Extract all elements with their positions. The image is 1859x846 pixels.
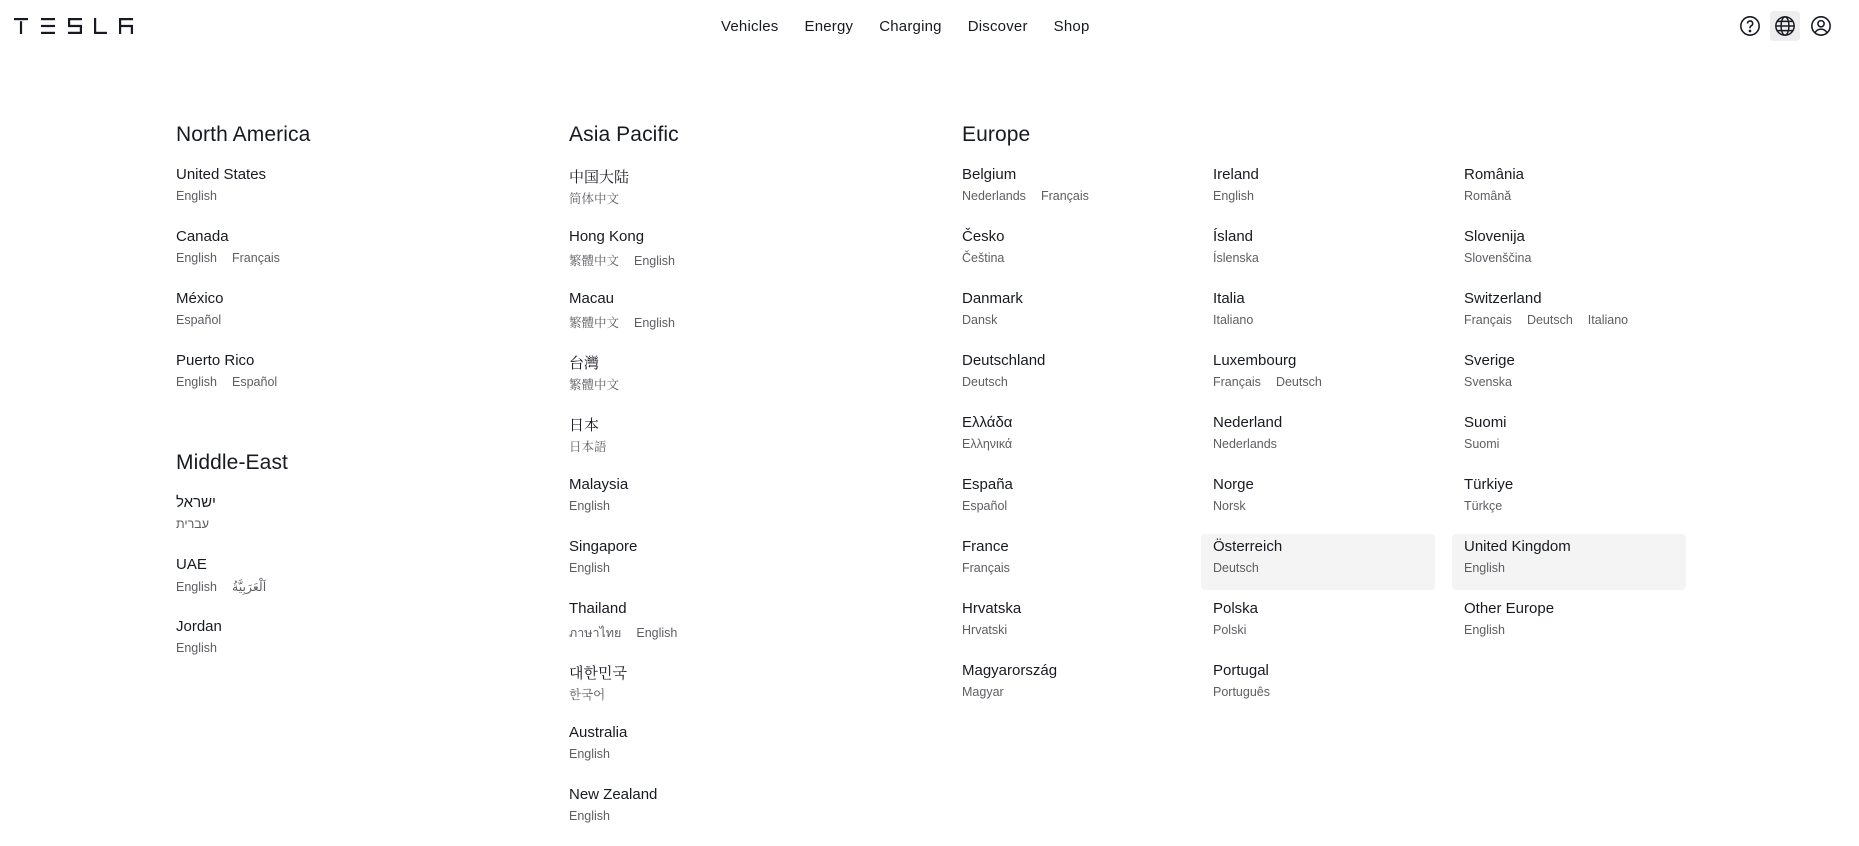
country-item-luxembourg[interactable] (1213, 348, 1447, 404)
language-list (176, 313, 236, 327)
country-name: Canada (176, 228, 229, 245)
language-link[interactable]: Español (176, 313, 222, 327)
language-list (1213, 189, 1269, 203)
language-button[interactable] (1770, 11, 1800, 41)
language-link[interactable]: Čeština (962, 251, 1005, 265)
country-name: Ísland (1213, 228, 1254, 245)
language-list (962, 685, 1019, 699)
country-item-danmark[interactable] (962, 286, 1196, 342)
country-item-magyarorszag[interactable] (962, 658, 1196, 714)
country-name: ישראל (176, 494, 216, 511)
country-name: Nederland (1213, 414, 1283, 431)
language-link[interactable]: Hrvatski (962, 623, 1008, 637)
account-button[interactable] (1806, 11, 1836, 41)
language-link[interactable]: 繁體中文 (569, 378, 620, 392)
country-item-cesko[interactable] (962, 224, 1196, 280)
language-link[interactable]: English (1213, 189, 1254, 203)
language-list (962, 499, 1022, 513)
country-name: Norge (1213, 476, 1254, 493)
language-link[interactable]: Slovenščina (1464, 251, 1532, 265)
language-link[interactable]: Français (1213, 375, 1261, 389)
language-link[interactable]: Svenska (1464, 375, 1512, 389)
language-link[interactable]: Deutsch (962, 375, 1008, 389)
country-item-singapore[interactable] (569, 534, 803, 590)
country-name: Australia (569, 724, 628, 741)
help-button[interactable] (1735, 11, 1765, 41)
language-list (176, 251, 295, 265)
language-list (569, 313, 690, 331)
country-name: Belgium (962, 166, 1017, 183)
language-link[interactable]: Français (962, 561, 1010, 575)
language-list (569, 685, 620, 703)
nav-energy[interactable]: Energy (804, 18, 854, 35)
country-name: Portugal (1213, 662, 1269, 679)
country-name: Thailand (569, 600, 627, 617)
country-item-slovenija[interactable] (1464, 224, 1698, 280)
language-link[interactable]: Español (232, 375, 278, 389)
country-item-hrvatska[interactable] (962, 596, 1196, 652)
language-link[interactable]: 简体中文 (569, 192, 620, 206)
language-list (569, 251, 690, 269)
nav-charging[interactable]: Charging (879, 18, 942, 35)
country-name: New Zealand (569, 786, 658, 803)
language-list (1213, 375, 1337, 389)
language-list (569, 499, 625, 513)
region-title-north-america: North America (176, 123, 311, 146)
language-link[interactable]: Norsk (1213, 499, 1246, 513)
language-list (1213, 313, 1268, 327)
language-list (176, 641, 232, 655)
country-item-uae[interactable] (176, 552, 410, 608)
country-name: Luxembourg (1213, 352, 1297, 369)
language-link[interactable]: עברית (176, 517, 210, 531)
country-item-switzerland[interactable] (1464, 286, 1698, 342)
language-list (1464, 437, 1514, 451)
language-list (176, 579, 281, 594)
language-link[interactable]: Nederlands (962, 189, 1026, 203)
nav-vehicles[interactable]: Vehicles (721, 18, 779, 35)
main-nav (708, 14, 1103, 39)
country-item-country[interactable] (569, 162, 803, 218)
country-name: Magyarország (962, 662, 1058, 679)
language-link[interactable]: English (636, 626, 678, 640)
language-link[interactable]: Italiano (1587, 313, 1629, 327)
language-link[interactable]: English (1464, 623, 1505, 637)
language-link[interactable]: English (634, 254, 676, 268)
language-link[interactable]: English (569, 747, 610, 761)
country-item-country[interactable] (569, 410, 803, 466)
country-name: Ελλάδα (962, 414, 1013, 431)
language-list (1464, 499, 1517, 513)
language-list (962, 375, 1023, 389)
country-item-espana[interactable] (962, 472, 1196, 528)
region-title-asia-pacific: Asia Pacific (569, 123, 679, 146)
language-link[interactable]: Suomi (1464, 437, 1500, 451)
language-link[interactable]: Deutsch (1526, 313, 1573, 327)
country-item-norge[interactable] (1213, 472, 1447, 528)
language-list (569, 561, 625, 575)
country-name: Deutschland (962, 352, 1046, 369)
language-link[interactable]: اَلْعَرَبِيَّةُ (232, 580, 267, 594)
language-link[interactable]: Português (1213, 685, 1270, 699)
help-icon (1739, 15, 1761, 37)
language-list (1213, 251, 1274, 265)
country-name: Other Europe (1464, 600, 1555, 617)
language-link[interactable]: Deutsch (1275, 375, 1322, 389)
country-item-italia[interactable] (1213, 286, 1447, 342)
language-link[interactable]: English (176, 375, 217, 389)
language-list (1213, 623, 1261, 637)
country-item-turkiye[interactable] (1464, 472, 1698, 528)
language-list (962, 251, 1019, 265)
language-list (1464, 189, 1526, 203)
globe-icon (1774, 15, 1796, 37)
country-name: 대한민국 (569, 665, 627, 682)
country-name: 台灣 (569, 355, 600, 372)
country-name: Italia (1213, 290, 1245, 307)
language-link[interactable]: Italiano (1213, 313, 1254, 327)
country-name: România (1464, 166, 1525, 183)
country-name: Sverige (1464, 352, 1515, 369)
country-item-belgium[interactable] (962, 162, 1196, 218)
country-name: Ireland (1213, 166, 1259, 183)
language-list (962, 437, 1027, 451)
country-item-puerto-rico[interactable] (176, 348, 410, 404)
language-link[interactable]: English (176, 251, 217, 265)
country-item-country[interactable] (962, 410, 1196, 466)
language-link[interactable]: Polski (1213, 623, 1247, 637)
language-list (1213, 499, 1261, 513)
country-item-france[interactable] (962, 534, 1196, 590)
country-item-canada[interactable] (176, 224, 410, 280)
country-name: Česko (962, 228, 1005, 245)
country-item-suomi[interactable] (1464, 410, 1698, 466)
country-item-other-europe[interactable] (1464, 596, 1698, 652)
language-link[interactable]: Français (1040, 189, 1089, 203)
language-list (569, 375, 634, 393)
language-link[interactable]: Ελληνικά (962, 437, 1013, 451)
language-list (569, 623, 692, 643)
country-name: Österreich (1213, 538, 1283, 555)
language-list (569, 809, 625, 823)
language-list (569, 437, 622, 455)
language-link[interactable]: English (176, 189, 217, 203)
language-link[interactable]: Türkçe (1464, 499, 1503, 513)
country-name: Singapore (569, 538, 638, 555)
country-name: France (962, 538, 1009, 555)
country-name: UAE (176, 556, 207, 573)
country-name: México (176, 290, 224, 307)
language-list (1213, 685, 1285, 699)
language-link[interactable]: ภาษาไทย (569, 626, 622, 640)
country-item-hong-kong[interactable] (569, 224, 803, 280)
nav-discover[interactable]: Discover (967, 18, 1028, 35)
country-name: Jordan (176, 618, 222, 635)
language-list (176, 517, 224, 531)
country-item-mexico[interactable] (176, 286, 410, 342)
country-item-new-zealand[interactable] (569, 782, 803, 838)
country-item-country[interactable] (569, 658, 803, 714)
country-item-ireland[interactable] (1213, 162, 1447, 218)
country-name: Türkiye (1464, 476, 1514, 493)
country-name: United Kingdom (1464, 538, 1571, 555)
country-item-romania[interactable] (1464, 162, 1698, 218)
language-list (962, 623, 1022, 637)
country-name: Macau (569, 290, 615, 307)
country-item-island[interactable] (1213, 224, 1447, 280)
language-link[interactable]: Nederlands (1213, 437, 1277, 451)
language-list (1213, 561, 1274, 575)
tesla-logo[interactable] (14, 18, 134, 34)
country-item-deutschland[interactable] (962, 348, 1196, 404)
language-link[interactable]: English (1464, 561, 1505, 575)
language-link[interactable]: Français (1464, 313, 1512, 327)
language-list (176, 189, 232, 203)
language-link[interactable]: English (176, 580, 217, 594)
language-list (1213, 437, 1292, 451)
language-list (569, 747, 625, 761)
language-list (962, 313, 1012, 327)
language-list (569, 189, 634, 207)
country-name: Hong Kong (569, 228, 645, 245)
language-link[interactable]: 繁體中文 (569, 316, 620, 330)
country-item-country[interactable] (176, 490, 410, 546)
language-link[interactable]: Íslenska (1213, 251, 1259, 265)
country-item-portugal[interactable] (1213, 658, 1447, 714)
country-item-united-states[interactable] (176, 162, 410, 218)
language-list (1464, 251, 1546, 265)
language-list (176, 375, 292, 389)
country-item-macau[interactable] (569, 286, 803, 342)
language-list (962, 189, 1104, 203)
country-item-sverige[interactable] (1464, 348, 1698, 404)
region-title-middle-east: Middle-East (176, 451, 288, 474)
language-link[interactable]: Español (962, 499, 1008, 513)
language-list (962, 561, 1025, 575)
nav-shop[interactable]: Shop (1053, 18, 1090, 35)
language-link[interactable]: Română (1464, 189, 1512, 203)
language-link[interactable]: 한국어 (569, 688, 606, 702)
language-link[interactable]: 繁體中文 (569, 254, 620, 268)
language-link[interactable]: Dansk (962, 313, 998, 327)
country-name: Switzerland (1464, 290, 1542, 307)
country-name: Hrvatska (962, 600, 1022, 617)
language-link[interactable]: English (569, 499, 610, 513)
language-link[interactable]: English (569, 809, 610, 823)
language-link[interactable]: English (176, 641, 217, 655)
country-name: España (962, 476, 1013, 493)
language-link[interactable]: English (569, 561, 610, 575)
country-name: 日本 (569, 417, 600, 434)
country-item-osterreich[interactable] (1201, 534, 1435, 590)
country-item-country[interactable] (569, 348, 803, 404)
language-link[interactable]: Français (232, 251, 280, 265)
country-name: Slovenija (1464, 228, 1525, 245)
language-list (1464, 561, 1520, 575)
language-link[interactable]: English (634, 316, 676, 330)
country-item-polska[interactable] (1213, 596, 1447, 652)
language-link[interactable]: Deutsch (1213, 561, 1259, 575)
region-title-europe: Europe (962, 123, 1031, 146)
language-list (1464, 313, 1643, 327)
country-item-thailand[interactable] (569, 596, 803, 652)
country-name: Puerto Rico (176, 352, 255, 369)
language-link[interactable]: 日本語 (569, 440, 607, 454)
country-item-nederland[interactable] (1213, 410, 1447, 466)
account-icon (1810, 15, 1832, 37)
country-name: Malaysia (569, 476, 629, 493)
site-header (0, 0, 1859, 52)
language-list (1464, 375, 1527, 389)
country-item-malaysia[interactable] (569, 472, 803, 528)
country-name: 中国大陆 (569, 169, 630, 186)
country-item-united-kingdom[interactable] (1452, 534, 1686, 590)
country-item-australia[interactable] (569, 720, 803, 776)
country-name: Suomi (1464, 414, 1507, 431)
country-name: Danmark (962, 290, 1023, 307)
country-item-jordan[interactable] (176, 614, 410, 670)
country-name: United States (176, 166, 267, 183)
language-list (1464, 623, 1520, 637)
language-link[interactable]: Magyar (962, 685, 1004, 699)
country-name: Polska (1213, 600, 1259, 617)
